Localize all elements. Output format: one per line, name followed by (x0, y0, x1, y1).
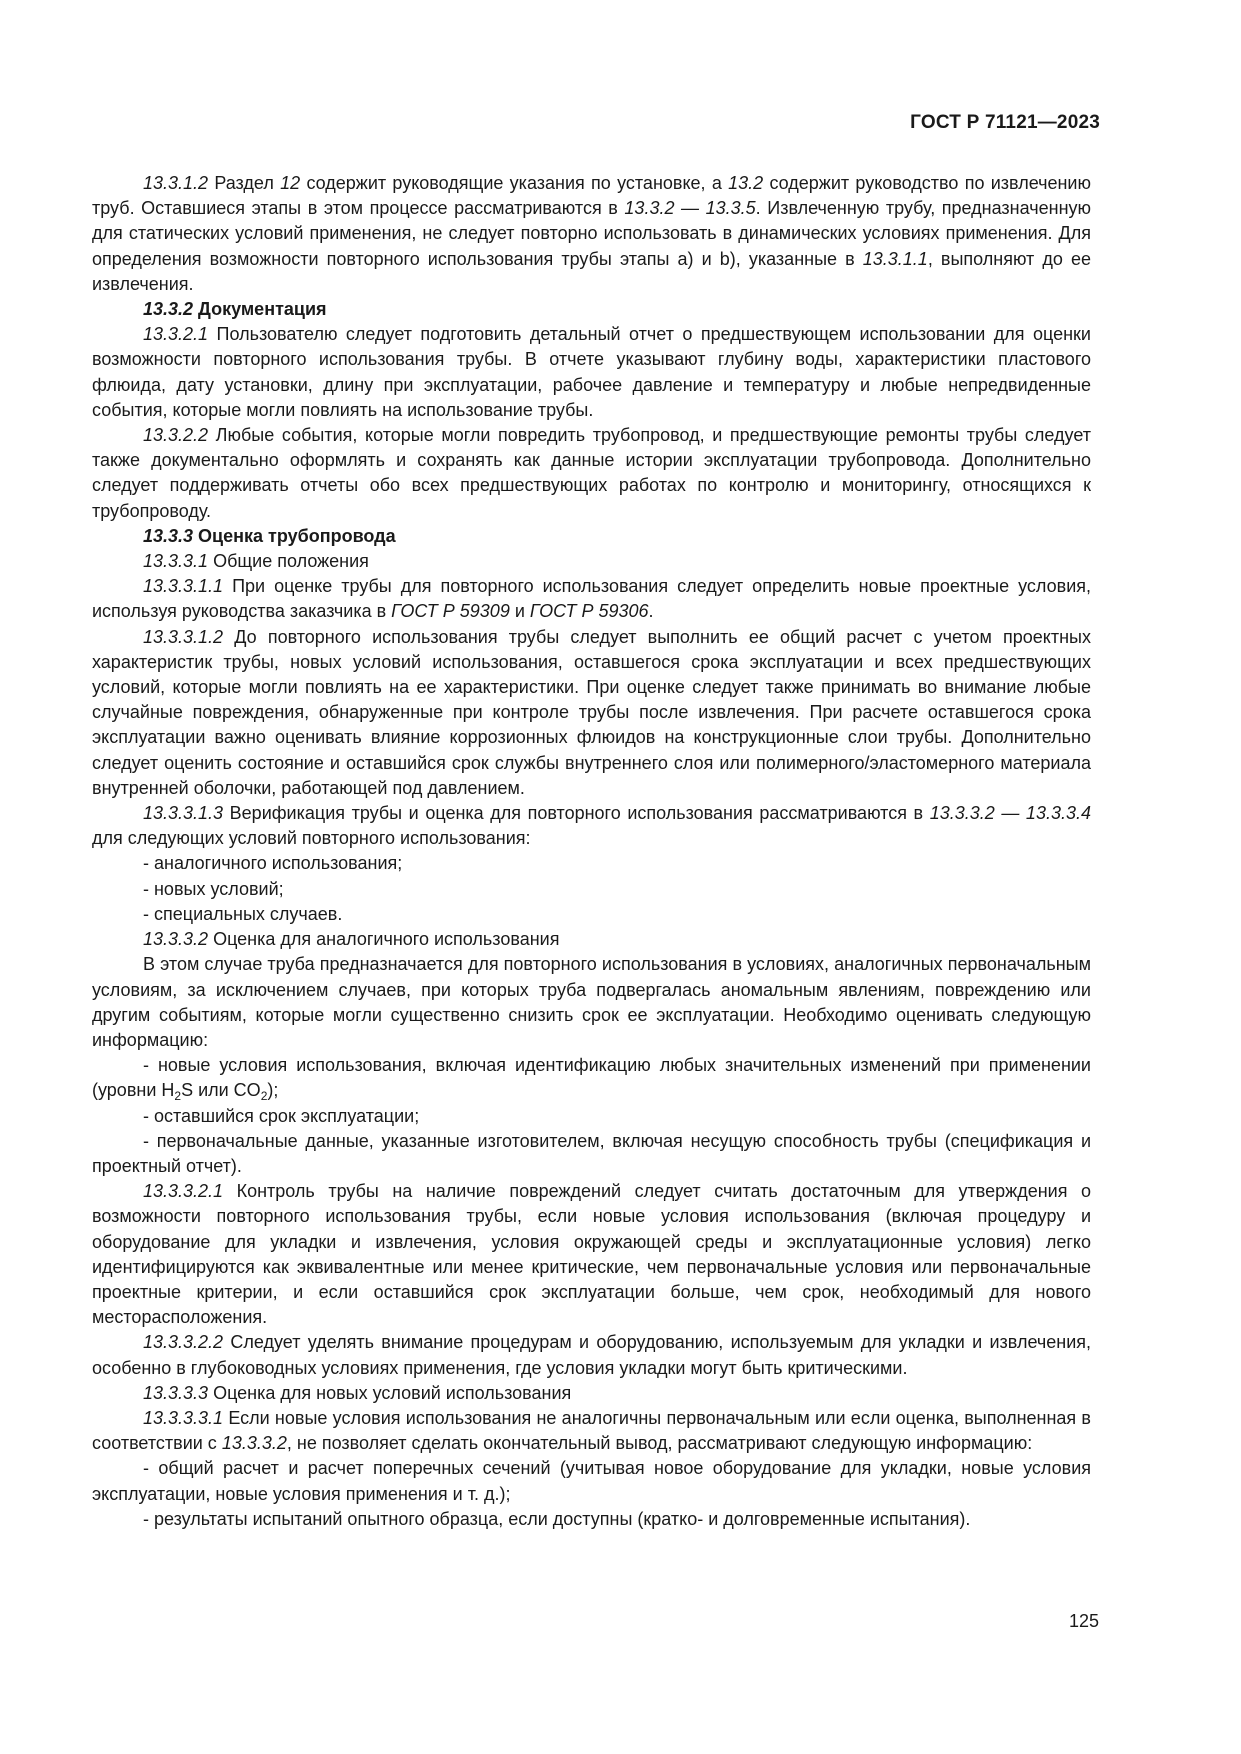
subscript: 2 (174, 1089, 182, 1104)
clause-text: Контроль трубы на наличие повреждений следует считать достаточным для утверждения о возможности повторного использования трубы, если новые условия использования (включая процедуру и оборудование для укладки и извлечения, условия окружающей среды и эксплуатационные условия) легко идентифицируются как эквивалентные или менее критические, чем первоначальные условия или первоначальные проектные критерии, и если оставшийся срок эксплуатации больше, чем срок, необходимый для нового месторасположения. (92, 1181, 1091, 1328)
clause-text: Любые события, которые могли повредить трубопровод, и предшествующие ремонты трубы следует также документально оформлять и сохранять как данные истории эксплуатации трубопровода. Дополнительно следует поддерживать отчеты обо всех предшествующих работах по контролю и мониторингу, относящихся к трубопроводу. (92, 425, 1091, 521)
clause-13-3-3-3-1 (92, 1406, 1091, 1456)
clause-13-3-1-2 (92, 171, 1091, 297)
clause-13-3-3-1-2 (92, 625, 1091, 801)
document-body (92, 171, 1091, 1532)
clause-13-3-2-2 (92, 423, 1091, 524)
clause-number: 13.3.1.2 (143, 173, 209, 193)
clause-number: 13.3.3.1.1 (143, 576, 224, 597)
cross-reference: 13.3.3.2 (221, 1433, 287, 1454)
clause-13-3-3-1-1 (92, 574, 1091, 624)
subsection-heading-general (92, 549, 1091, 574)
clause-text: . (648, 601, 654, 622)
list-item-text: - новые условия использования, включая идентификацию любых значительных изменений при применении (уровни H (92, 1055, 1091, 1101)
paragraph-analogous-use: В этом случае труба предназначается для повторного использования в условиях, аналогичных первоначальным условиям, за исключением случаев, при которых труба подвергалась аномальным явлениям, повреждению или другим событиям, которые могли существенно снизить срок ее эксплуатации. Необходимо оценивать следующую информацию: (92, 954, 1091, 1050)
subsection-heading-analogous-use (92, 927, 1091, 952)
clause-text: и (509, 601, 530, 622)
list-item: - аналогичного использования; (143, 853, 403, 874)
clause-text: , выполняют до ее извлечения. (92, 248, 1091, 294)
clause-text: для следующих условий повторного использования: (92, 828, 531, 849)
section-heading-documentation (92, 297, 1091, 322)
section-title: Оценка трубопровода (193, 525, 396, 546)
clause-text: При оценке трубы для повторного использования следует определить новые проектные условия, используя руководства заказчика в (92, 576, 1091, 622)
clause-text: содержит руководство по извлечению труб. Оставшиеся этапы в этом процессе рассматриваются в (92, 173, 1091, 219)
standard-reference: ГОСТ Р 59306 (529, 601, 649, 622)
section-heading-pipeline-evaluation (92, 524, 1091, 549)
clause-number: 13.3.2.1 (143, 324, 209, 345)
clause-text: Раздел (208, 173, 281, 193)
section-title: Оценка для аналогичного использования (208, 929, 560, 950)
clause-number: 13.3.3.2.2 (143, 1332, 224, 1353)
clause-13-3-2-1 (92, 322, 1091, 423)
section-number: 13.3.3 (143, 525, 194, 546)
list-item: - первоначальные данные, указанные изготовителем, включая несущую способность трубы (спецификация и проектный отчет). (92, 1130, 1091, 1176)
list-item-text: S или CO (181, 1080, 261, 1101)
section-number: 13.3.2 (143, 299, 194, 320)
cross-reference: 13.2 (728, 173, 764, 193)
clause-number: 13.3.3.1.2 (143, 626, 224, 647)
list-item: - общий расчет и расчет поперечных сечений (учитывая новое оборудование для укладки, новые условия эксплуатации, новые условия применения и т. д.); (92, 1458, 1091, 1504)
subscript: 2 (260, 1089, 268, 1104)
page-number: 125 (1068, 1611, 1099, 1631)
subsection-heading-new-conditions (92, 1381, 1091, 1406)
list-item: - новых условий; (143, 878, 284, 899)
clause-text: Следует уделять внимание процедурам и оборудованию, используемым для укладки и извлечения, особенно в глубоководных условиях применения, где условия укладки могут быть критическими. (92, 1332, 1091, 1378)
clause-text: Верификация трубы и оценка для повторного использования рассматриваются в (223, 803, 930, 824)
section-number: 13.3.3.2 (143, 929, 209, 950)
list-item: - специальных случаев. (143, 903, 343, 924)
clause-number: 13.3.3.2.1 (143, 1181, 224, 1202)
clause-13-3-3-2-1 (92, 1179, 1091, 1330)
clause-number: 13.3.3.3.1 (143, 1407, 224, 1428)
list-item: - результаты испытаний опытного образца, если доступны (кратко- и долговременные испытания). (143, 1508, 971, 1529)
standard-reference: ГОСТ Р 59309 (391, 601, 510, 622)
clause-text: До повторного использования трубы следует выполнить ее общий расчет с учетом проектных характеристик трубы, новых условий использования, оставшегося срока эксплуатации и всех предшествующих условий, которые могли повлиять на ее характеристики. При оценке следует также принимать во внимание любые случайные повреждения, обнаруженные при контроле трубы после извлечения. При расчете оставшегося срока эксплуатации важно оценивать влияние коррозионных флюидов на конструкционные слои трубы. Дополнительно следует оценить состояние и оставшийся срок службы внутреннего слоя или полимерного/эластомерного материала внутренней оболочки, работающей под давлением. (92, 626, 1091, 798)
clause-13-3-3-2-2 (92, 1330, 1091, 1380)
section-title: Общие положения (208, 551, 369, 572)
list-item-text: ); (267, 1080, 279, 1101)
clause-13-3-3-1-3 (92, 801, 1091, 851)
standard-designation: ГОСТ Р 71121—2023 (910, 112, 1100, 133)
section-title: Оценка для новых условий использования (208, 1382, 572, 1403)
clause-text: Пользователю следует подготовить детальный отчет о предшествующем использовании для оценки возможности повторного использования трубы. В отчете указывают глубину воды, характеристики пластового флюида, дату установки, длину при эксплуатации, рабочее давление и температуру и любые непредвиденные события, которые могли повлиять на использование трубы. (92, 324, 1091, 420)
cross-reference: 13.3.1.1 (862, 248, 928, 269)
section-title: Документация (193, 299, 327, 320)
clause-text: Если новые условия использования не аналогичны первоначальным или если оценка, выполненная в соответствии с (92, 1407, 1091, 1454)
clause-number: 13.3.2.2 (143, 425, 209, 446)
clause-text: , не позволяет сделать окончательный вывод, рассматривают следующую информацию: (286, 1433, 1033, 1454)
section-number: 13.3.3.3 (143, 1382, 209, 1403)
cross-reference: 13.3.2 — 13.3.5 (624, 198, 756, 219)
clause-text: содержит руководящие указания по установке, а (300, 173, 729, 193)
section-number: 13.3.3.1 (143, 551, 209, 572)
cross-reference: 13.3.3.2 — 13.3.3.4 (929, 803, 1091, 824)
clause-text: . Извлеченную трубу, предназначенную для статических условий применения, не следует повторно использовать в динамических условиях применения. Для определения возможности повторного использования трубы этапы а) и b), указанные в (92, 198, 1092, 269)
list-item (92, 1053, 1091, 1103)
list-item: - оставшийся срок эксплуатации; (143, 1105, 420, 1126)
clause-number: 13.3.3.1.3 (143, 803, 224, 824)
cross-reference: 12 (280, 173, 301, 193)
